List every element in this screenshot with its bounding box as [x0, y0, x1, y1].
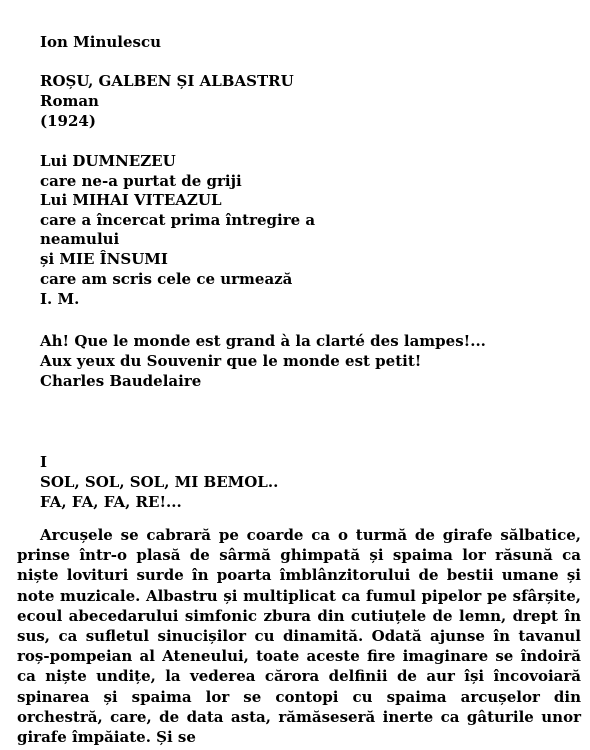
- author-name: Ion Minulescu: [40, 33, 161, 51]
- chapter-number: I: [40, 453, 48, 471]
- dedication-line: și MIE ÎNSUMI: [40, 250, 168, 268]
- dedication-line: care a încercat prima întregire a: [40, 211, 316, 229]
- dedication-line: Lui MIHAI VITEAZUL: [40, 191, 222, 209]
- dedication-line: care ne-a purtat de griji: [40, 172, 242, 190]
- dedication-line: neamului: [40, 230, 120, 248]
- epigraph-line: Aux yeux du Souvenir que le monde est petit!: [40, 352, 422, 370]
- book-title: ROȘU, GALBEN ȘI ALBASTRU: [40, 72, 294, 90]
- epigraph-author: Charles Baudelaire: [40, 372, 202, 390]
- book-genre: Roman: [40, 92, 99, 110]
- book-year: (1924): [40, 112, 96, 130]
- chapter-title-line: FA, FA, FA, RE!...: [40, 493, 182, 511]
- dedication-line: Lui DUMNEZEU: [40, 152, 176, 170]
- body-paragraph: Arcușele se cabrară pe coarde ca o turmă de girafe sălbatice, prinse într-o plasă de sârmă ghimpată și spaima lor răsună ca niște lovituri surde în poarta îmblânzitorului de bestii umane și note muzicale. Albastru și multiplicat ca fumul pipelor pe sfârșite, ecoul abecedarului simfonic zbura din cutiuțele de lemn, drept în sus, ca sufletul sinucișilor cu dinamită. Odată ajunse în tavanul roș-pompeian al Ateneului, toate aceste fire imaginare se îndoiră ca niște undițe, la vederea cărora delfinii de aur își încovoiară spinarea și spaima lor se contopi cu spaima arcușelor din orchestră, care, de data asta, rămăseseră inerte ca gâturile unor girafe împăiate. Și se: [17, 526, 581, 747]
- chapter-title-line: SOL, SOL, SOL, MI BEMOL..: [40, 473, 279, 491]
- dedication-line: care am scris cele ce urmează: [40, 270, 293, 288]
- epigraph-line: Ah! Que le monde est grand à la clarté des lampes!...: [40, 332, 486, 350]
- dedication-signature: I. M.: [40, 290, 80, 308]
